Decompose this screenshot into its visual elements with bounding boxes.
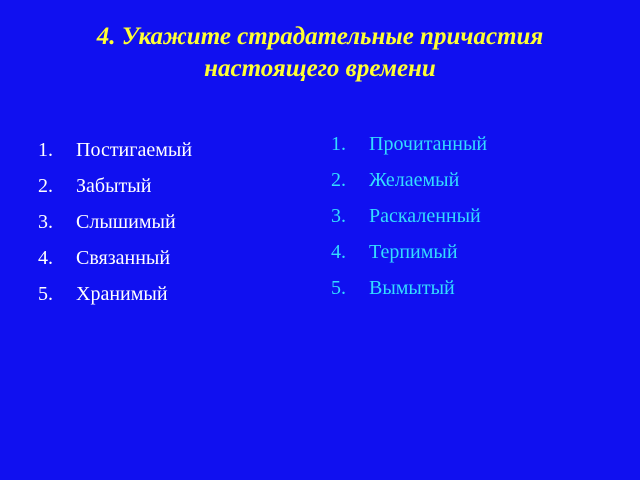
list-item-text: Желаемый: [369, 169, 460, 191]
list-item-text: Терпимый: [369, 241, 458, 263]
list-item: [38, 204, 192, 240]
list-item-number: 2.: [38, 175, 53, 197]
list-item-text: Забытый: [76, 175, 152, 197]
list-item: [331, 126, 487, 162]
list-item-text: Прочитанный: [369, 133, 488, 155]
list-item-text: Вымытый: [369, 277, 455, 299]
list-item-number: 3.: [38, 211, 53, 233]
list-item-text: Раскаленный: [369, 205, 481, 227]
list-item-number: 5.: [38, 283, 53, 305]
list-item-text: Слышимый: [76, 211, 176, 233]
slide-title-line-1: 4. Укажите страдательные причастия: [96, 23, 544, 50]
list-item-number: 4.: [331, 241, 346, 263]
list-item-number: 1.: [38, 139, 53, 161]
slide-title: [20, 21, 620, 85]
list-item: [38, 132, 192, 168]
right-list: [331, 126, 487, 306]
list-item: [331, 234, 487, 270]
slide-title-line-2: настоящего времени: [204, 55, 436, 82]
list-item: [38, 240, 192, 276]
left-list: [38, 132, 192, 312]
list-item-number: 2.: [331, 169, 346, 191]
list-item-number: 4.: [38, 247, 53, 269]
list-item: [38, 168, 192, 204]
list-item-text: Хранимый: [76, 283, 168, 305]
list-item: [331, 270, 487, 306]
list-item-text: Постигаемый: [76, 139, 193, 161]
list-item-text: Связанный: [76, 247, 171, 269]
list-item-number: 3.: [331, 205, 346, 227]
list-item: [331, 162, 487, 198]
list-item-number: 1.: [331, 133, 346, 155]
list-item: [38, 276, 192, 312]
list-item-number: 5.: [331, 277, 346, 299]
list-item: [331, 198, 487, 234]
